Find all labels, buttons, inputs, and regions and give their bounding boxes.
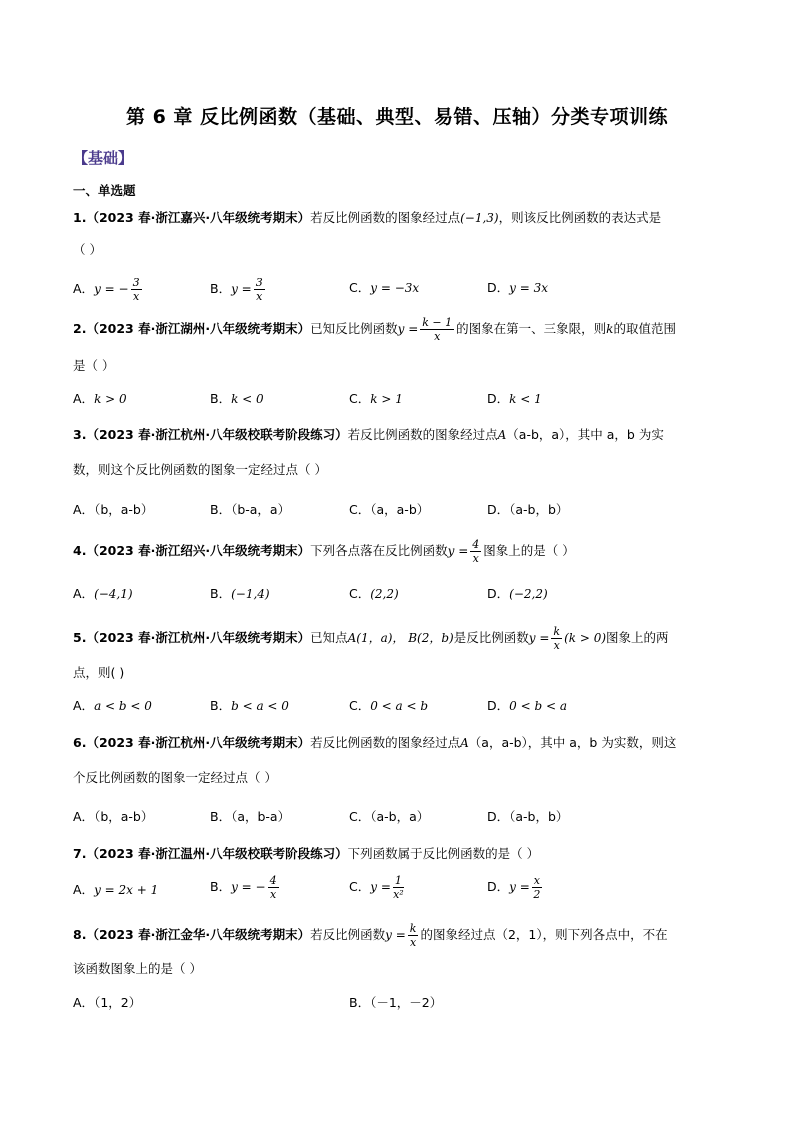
question-text: 若反比例函数的图象经过点 <box>347 427 498 442</box>
option-b: B．b < a < 0 <box>210 698 289 713</box>
option-a: A．（1，2） <box>73 995 142 1010</box>
question-source: （2023 春·浙江温州·八年级校联考阶段练习） <box>86 846 348 861</box>
option-a: A．（b，a-b） <box>73 502 154 517</box>
question-text: 已知反比例函数 <box>310 321 398 336</box>
question-text: 下列各点落在反比例函数 <box>310 543 448 558</box>
question-number: 6. <box>73 735 87 750</box>
section-tag: 【基础】 <box>73 149 134 167</box>
option-a: A．a < b < 0 <box>73 698 152 713</box>
option-d: D．k < 1 <box>487 391 542 406</box>
question-text: 的图象在第一、三象限，则 <box>456 321 607 336</box>
question-number: 8. <box>73 927 87 942</box>
question-number: 7. <box>73 846 87 861</box>
question-source: （2023 春·浙江杭州·八年级校联考阶段练习） <box>86 427 348 442</box>
option-a: A．(−4,1) <box>73 586 133 601</box>
question-source: （2023 春·浙江金华·八年级统考期末） <box>86 927 311 942</box>
question-text: 是反比例函数 <box>453 630 529 645</box>
option-d: D．（a-b，b） <box>487 502 569 517</box>
option-b: B．（－1，－2） <box>349 995 443 1010</box>
question-8-line2: 该函数图象上的是（ ） <box>73 961 202 976</box>
question-text: 已知点 <box>310 630 348 645</box>
question-text: ，则该反比例函数的表达式是 <box>498 210 662 225</box>
question-3: 3.（2023 春·浙江杭州·八年级校联考阶段练习）若反比例函数的图象经过点A（a-b，a），其中 a，b 为实 <box>73 427 664 442</box>
question-text: （a-b，a），其中 a，b 为实 <box>506 427 664 442</box>
option-a: A．y = 2x + 1 <box>73 882 159 897</box>
option-c: C．（a-b，a） <box>349 809 430 824</box>
question-number: 3. <box>73 427 87 442</box>
fraction: $\frac{k}{x}$ <box>409 922 417 949</box>
option-b: B．（a，b-a） <box>210 809 291 824</box>
question-text: 若反比例函数的图象经过点 <box>310 735 461 750</box>
question-number: 1. <box>73 210 87 225</box>
option-d: D．（a-b，b） <box>487 809 569 824</box>
question-1 <box>73 208 661 228</box>
question-text: 若反比例函数的图象经过点 <box>310 210 461 225</box>
question-3-line2: 数，则这个反比例函数的图象一定经过点（ ） <box>73 462 327 477</box>
option-b: B．k < 0 <box>210 391 264 406</box>
question-number: 4. <box>73 543 87 558</box>
question-5: 5.（2023 春·浙江杭州·八年级统考期末）已知点A(1，a)， B(2，b)是反比例函数y = $\frac{k}{x}$ (k > 0)图象上的两 <box>73 625 669 652</box>
question-text: 若反比例函数 <box>310 927 386 942</box>
question-number: 2. <box>73 321 87 336</box>
question-1-line2: （ ） <box>73 242 102 257</box>
option-d: D．y = 3x <box>487 280 549 295</box>
question-source: （2023 春·浙江嘉兴·八年级统考期末） <box>86 210 311 225</box>
option-d: D．(−2,2) <box>487 586 548 601</box>
option-d: D．0 < b < a <box>487 698 567 713</box>
question-text: 图象上的是（ ） <box>483 543 575 558</box>
question-2: 2.（2023 春·浙江湖州·八年级统考期末）已知反比例函数y = $\frac{k - 1}{x}$ 的图象在第一、三象限，则k的取值范围 <box>73 316 676 343</box>
question-source: （2023 春·浙江绍兴·八年级统考期末） <box>86 543 311 558</box>
option-b: B．y = − $\frac{4}{x}$ <box>210 874 277 901</box>
question-text: 下列函数属于反比例函数的是（ ） <box>347 846 540 861</box>
option-a: A．k > 0 <box>73 391 127 406</box>
question-7 <box>73 844 539 864</box>
option-a: A．y = − $\frac{3}{x}$ <box>73 276 140 303</box>
question-text: 的取值范围 <box>613 321 676 336</box>
option-b: B．(−1,4) <box>210 586 270 601</box>
option-c: C．y = −3x <box>349 280 420 295</box>
fraction: $\frac{4}{x}$ <box>472 538 480 565</box>
sub-heading: 一、单选题 <box>73 183 136 198</box>
page-title: 第 6 章 反比例函数（基础、典型、易错、压轴）分类专项训练 <box>125 106 669 128</box>
option-c: C．（a，a-b） <box>349 502 430 517</box>
fraction: $\frac{k}{x}$ <box>553 625 561 652</box>
question-6: 6.（2023 春·浙江杭州·八年级统考期末）若反比例函数的图象经过点A（a，a-b），其中 a，b 为实数，则这 <box>73 735 677 750</box>
option-c: C．(2,2) <box>349 586 399 601</box>
option-a: A．（b，a-b） <box>73 809 154 824</box>
option-d: D．y = $\frac{x}{2}$ <box>487 874 541 901</box>
fraction: $\frac{k - 1}{x}$ <box>422 316 453 343</box>
question-source: （2023 春·浙江杭州·八年级统考期末） <box>86 735 311 750</box>
option-c: C．k > 1 <box>349 391 403 406</box>
math-expr: (−1,3) <box>460 211 499 225</box>
question-8: 8.（2023 春·浙江金华·八年级统考期末）若反比例函数y = $\frac{k}{x}$ 的图象经过点（2，1），则下列各点中，不在 <box>73 922 668 949</box>
question-text: （a，a-b），其中 a，b 为实数，则这 <box>468 735 677 750</box>
question-2-line2: 是（ ） <box>73 358 115 373</box>
question-text: 图象上的两 <box>606 630 669 645</box>
option-b: B．（b-a，a） <box>210 502 291 517</box>
question-number: 5. <box>73 630 87 645</box>
question-6-line2: 个反比例函数的图象一定经过点（ ） <box>73 770 277 785</box>
option-c: C．0 < a < b <box>349 698 429 713</box>
option-c: C．y = $\frac{1}{\text{x²}}$ <box>349 874 404 901</box>
question-5-line2: 点，则( ) <box>73 665 125 680</box>
question-source: （2023 春·浙江湖州·八年级统考期末） <box>86 321 311 336</box>
question-4: 4.（2023 春·浙江绍兴·八年级统考期末）下列各点落在反比例函数y = $\frac{4}{x}$ 图象上的是（ ） <box>73 538 575 565</box>
question-text: 的图象经过点（2，1），则下列各点中，不在 <box>420 927 668 942</box>
option-b: B．y = $\frac{3}{x}$ <box>210 276 263 303</box>
question-source: （2023 春·浙江杭州·八年级统考期末） <box>86 630 311 645</box>
